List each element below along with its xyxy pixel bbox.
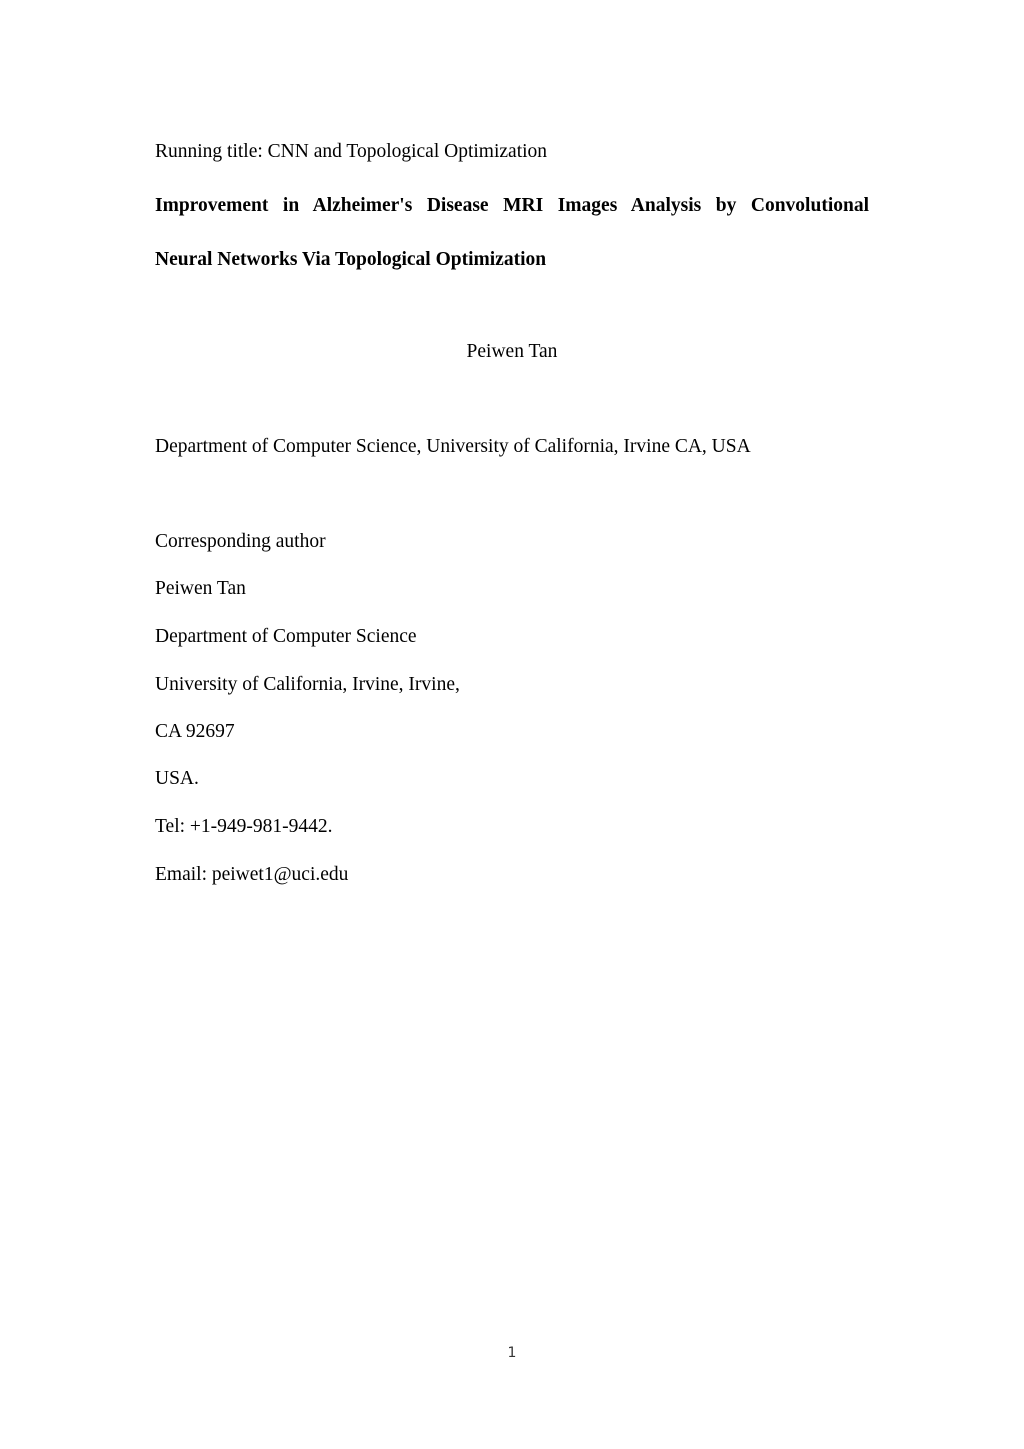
corresponding-university: University of California, Irvine, Irvine, <box>155 674 460 695</box>
corresponding-department: Department of Computer Science <box>155 626 417 647</box>
corresponding-author-name: Peiwen Tan <box>155 578 246 599</box>
corresponding-telephone: Tel: +1-949-981-9442. <box>155 816 333 837</box>
author-name: Peiwen Tan <box>466 341 558 362</box>
affiliation: Department of Computer Science, University of California, Irvine CA, USA <box>155 436 751 457</box>
paper-title-line-1: Improvement in Alzheimer's Disease MRI Images Analysis by Convolutional <box>155 195 869 216</box>
corresponding-email: Email: peiwet1@uci.edu <box>155 864 349 885</box>
running-title: Running title: CNN and Topological Optimization <box>155 141 548 162</box>
corresponding-postal-code: CA 92697 <box>155 721 235 742</box>
corresponding-author-heading: Corresponding author <box>155 531 326 552</box>
paper-title-line-2: Neural Networks Via Topological Optimization <box>155 249 547 270</box>
corresponding-country: USA. <box>155 768 199 789</box>
page-number: 1 <box>507 1345 517 1361</box>
